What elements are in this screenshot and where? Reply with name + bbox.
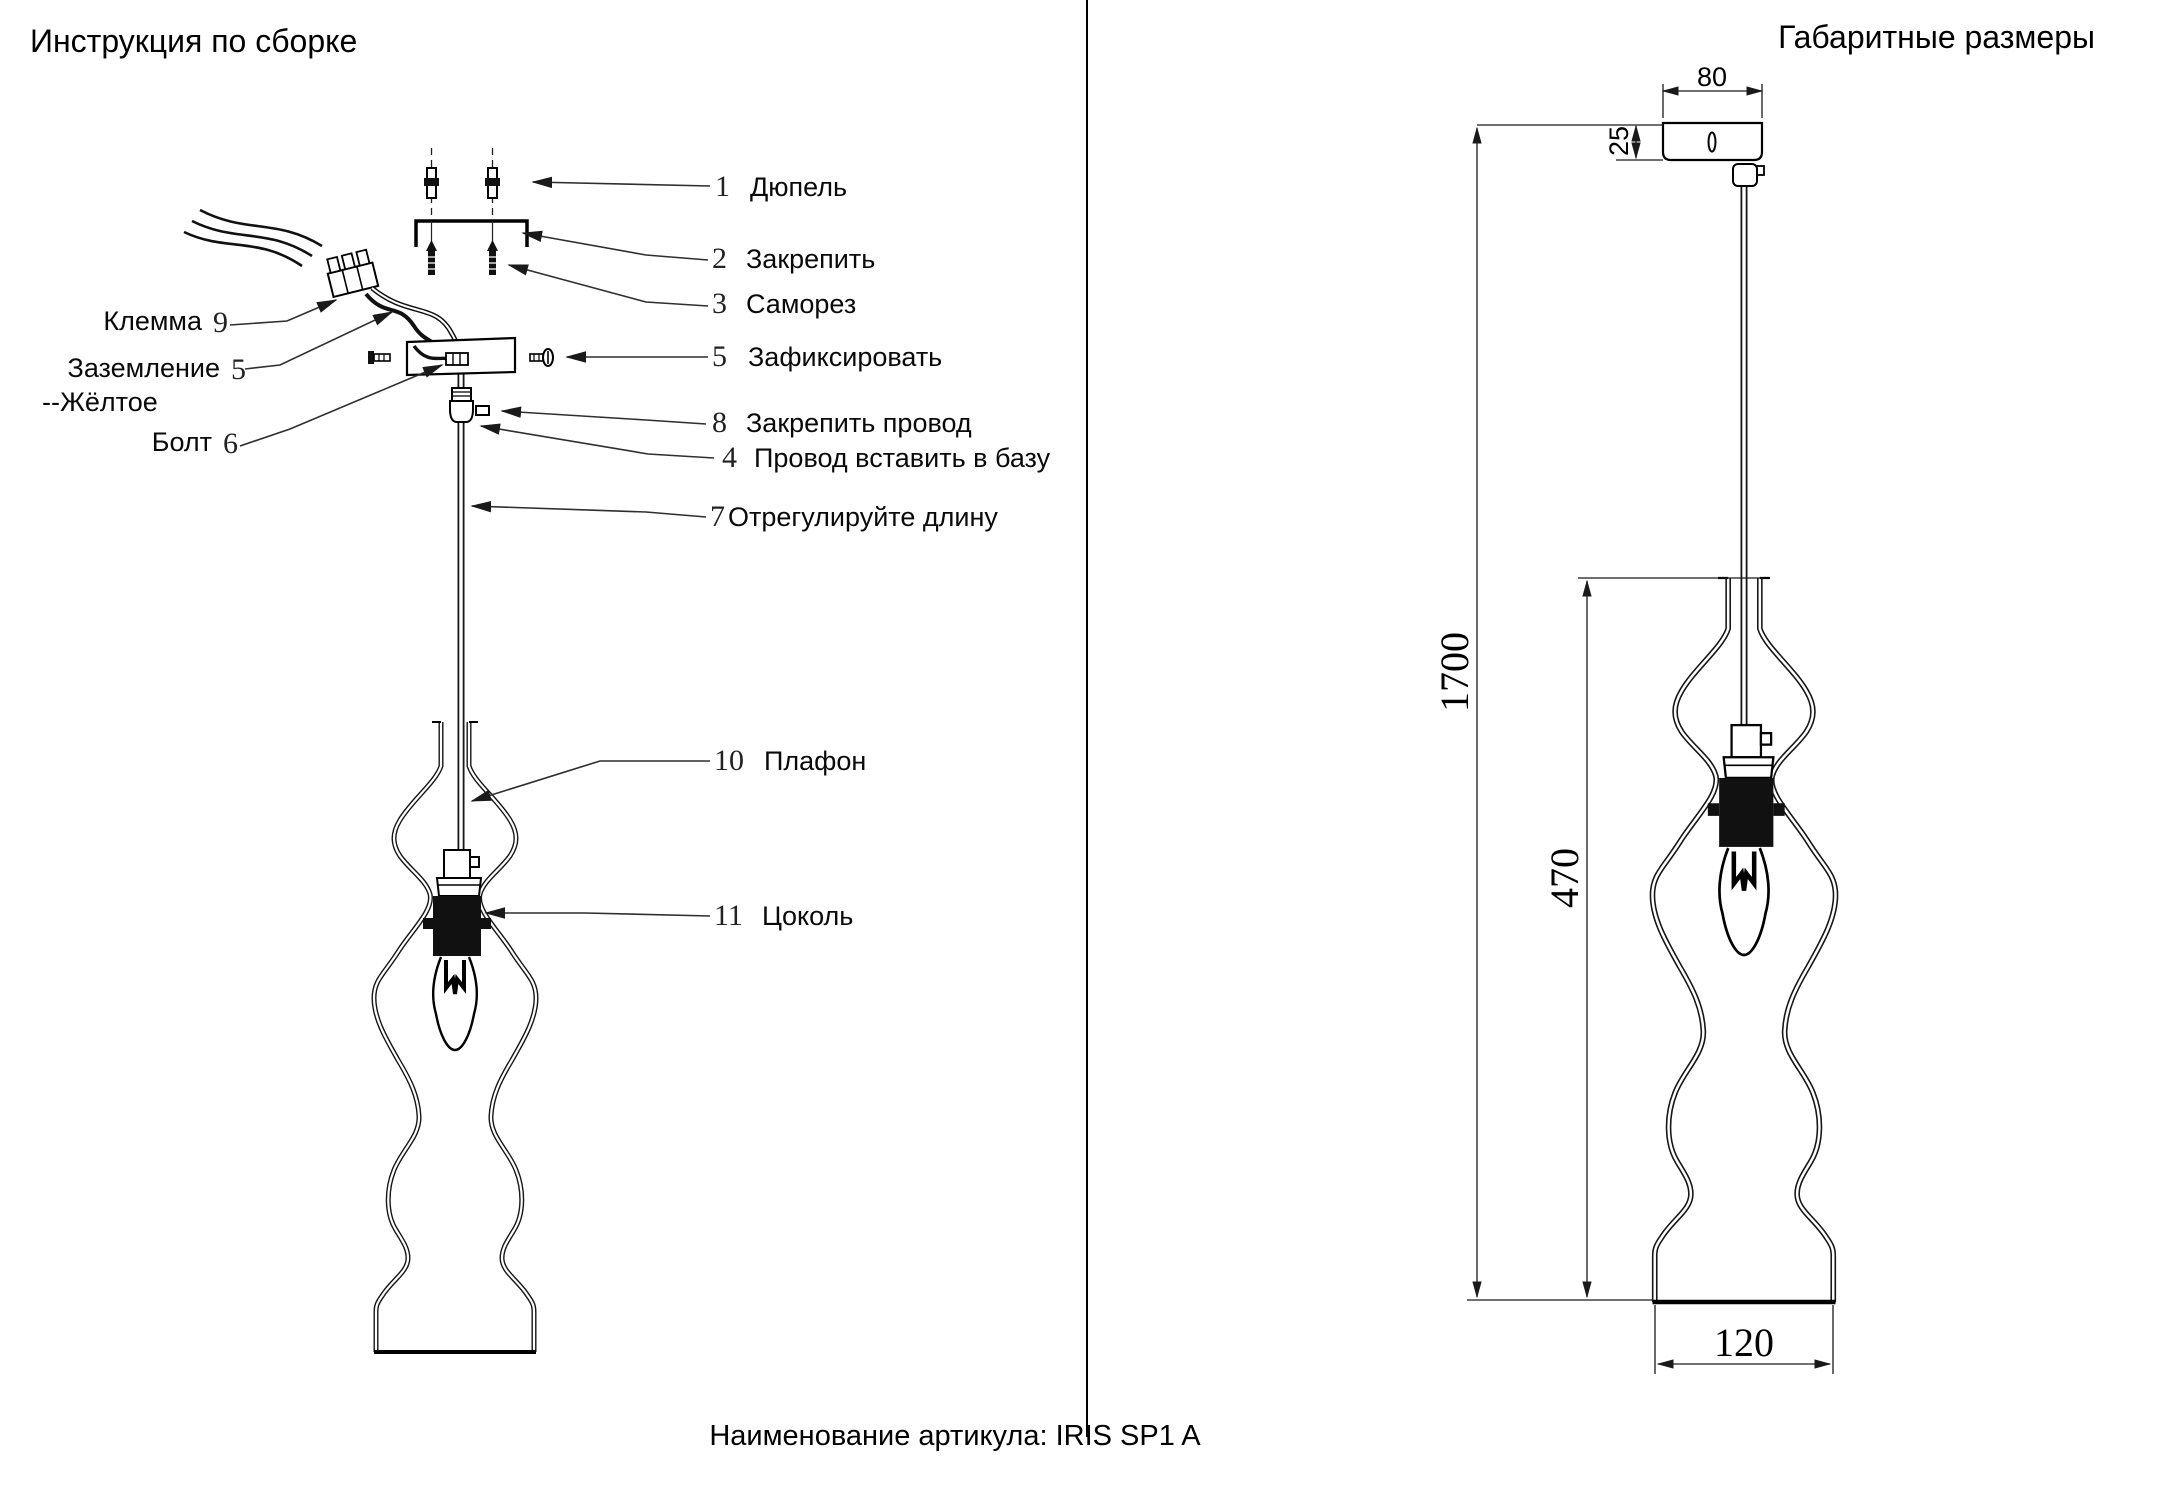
callout-number: 11 (714, 899, 743, 932)
callout-8 (502, 406, 972, 439)
cord-grip-dim (1733, 164, 1764, 186)
terminal-block (324, 249, 378, 297)
dim-canopy-width (1663, 62, 1762, 118)
dim-value: 470 (1542, 848, 1587, 908)
dim-value: 25 (1604, 125, 1634, 157)
assembly-title: Инструкция по сборке (30, 23, 358, 59)
part-label: --Жёлтое (42, 387, 158, 417)
part-label: Заземление (67, 353, 220, 383)
dim-value: 120 (1714, 1320, 1774, 1365)
screw-right (487, 221, 498, 275)
dim-value: 80 (1696, 62, 1728, 92)
callout-label: Зафиксировать (748, 342, 943, 372)
callout-number: 5 (712, 340, 727, 373)
callout-label: Провод вставить в базу (754, 443, 1051, 473)
dim-canopy-height (1604, 126, 1663, 160)
dimensions-panel (1432, 19, 2095, 1374)
dim-value: 1700 (1432, 632, 1477, 712)
dim-shade-width (1655, 1305, 1833, 1374)
glass-shade (374, 722, 536, 1352)
label-zheltoe (42, 387, 158, 417)
part-number: 9 (213, 306, 228, 339)
part-number: 6 (223, 427, 238, 460)
ceiling-plate (407, 338, 515, 375)
callout-7 (472, 500, 998, 533)
screw-left (426, 221, 437, 275)
callout-1 (533, 170, 847, 203)
plate-bolt (368, 351, 390, 364)
dimensions-title: Габаритные размеры (1778, 19, 2095, 55)
callout-number: 2 (712, 242, 727, 275)
callout-label: Закрепить (746, 244, 876, 274)
callout-label: Плафон (764, 746, 867, 776)
callout-label: Закрепить провод (746, 408, 972, 438)
assembly-panel (30, 23, 1051, 1352)
dim-overall-height (1432, 125, 1663, 1300)
article-name: Наименование артикула: IRIS SP1 A (709, 1420, 1201, 1452)
callout-number: 3 (712, 287, 727, 320)
fixing-screw (530, 349, 553, 366)
callout-number: 8 (712, 406, 727, 439)
part-label: Болт (151, 427, 212, 457)
callout-number: 7 (710, 500, 725, 533)
callout-2 (523, 233, 875, 275)
callout-label: Отрегулируйте длину (728, 502, 998, 532)
callout-11 (486, 899, 853, 932)
dowel-left (424, 148, 439, 220)
callout-5 (567, 340, 942, 373)
dim-shade-height (1542, 578, 1760, 1297)
dowel-right (485, 148, 500, 220)
part-number: 5 (231, 353, 246, 386)
ceiling-canopy (1663, 123, 1762, 160)
callout-label: Дюпель (750, 172, 848, 202)
label-klemma (103, 300, 336, 339)
callout-number: 10 (714, 744, 744, 777)
cable-clip (476, 406, 489, 415)
supply-wires (184, 210, 322, 266)
callout-number: 1 (715, 170, 730, 203)
callout-label: Цоколь (762, 901, 854, 931)
part-label: Клемма (103, 306, 202, 336)
callout-number: 4 (722, 441, 737, 474)
callout-label: Саморез (746, 289, 857, 319)
callout-10 (472, 744, 866, 801)
cord-grip (450, 388, 473, 422)
